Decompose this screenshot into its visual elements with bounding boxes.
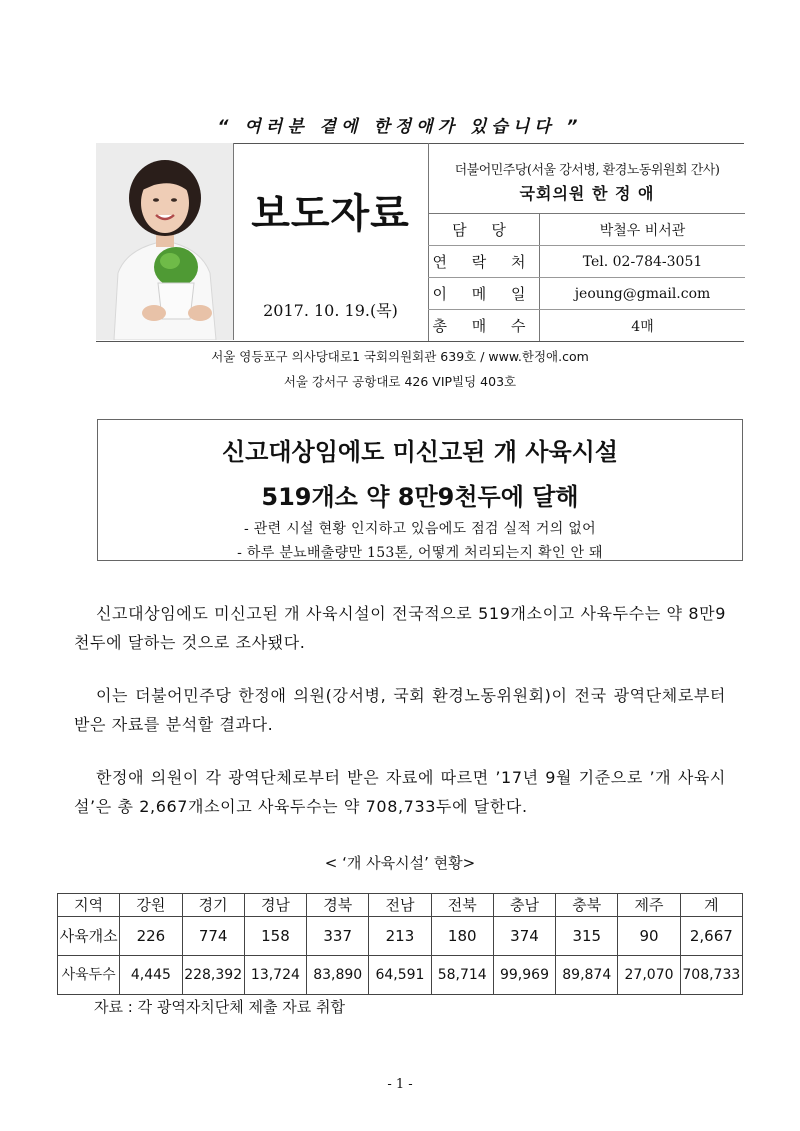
release-date: 2017. 10. 19.(목)	[263, 300, 398, 320]
header-cell: 경기	[182, 894, 244, 917]
table-row	[58, 917, 743, 956]
header-cell: 충북	[556, 894, 618, 917]
contact-value: Tel. 02-784-3051	[540, 246, 746, 278]
contact-value: 4매	[540, 310, 746, 342]
table-cell: 90	[618, 917, 680, 956]
table-title: < ‘개 사육시설’ 현황>	[324, 854, 476, 872]
member-affiliation	[428, 143, 745, 214]
member-photo	[96, 143, 234, 340]
table-cell: 228,392	[182, 956, 244, 995]
address-line-1: 서울 영등포구 의사당대로1 국회의원회관 639호 / www.한정애.com	[211, 349, 589, 364]
table-cell: 89,874	[556, 956, 618, 995]
contact-key: 이 메 일	[429, 278, 540, 310]
table-header-row	[58, 894, 743, 917]
header-cell: 전북	[431, 894, 493, 917]
email-value[interactable]: jeoung@gmail.com	[540, 278, 746, 310]
header-cell: 충남	[493, 894, 555, 917]
table-cell: 99,969	[493, 956, 555, 995]
body-paragraph-1: 신고대상임에도 미신고된 개 사육시설이 전국적으로 519개소이고 사육두수는 약 8만9천두에 달하는 것으로 조사됐다.	[74, 604, 726, 652]
header-cell: 제주	[618, 894, 680, 917]
table-cell: 213	[369, 917, 431, 956]
headline-line-1: 신고대상임에도 미신고된 개 사육시설	[221, 438, 618, 466]
member-portrait-image	[96, 143, 233, 340]
contact-value: 박철우 비서관	[540, 214, 746, 246]
headline-line-2: 519개소 약 8만9천두에 달해	[261, 483, 579, 511]
contact-row	[429, 246, 746, 278]
subheadline-1: - 관련 시설 현황 인지하고 있음에도 점검 실적 거의 없어	[244, 521, 596, 537]
header-cell: 지역	[58, 894, 120, 917]
table-cell: 226	[120, 917, 182, 956]
body-paragraph-2: 이는 더불어민주당 한정애 의원(강서병, 국회 환경노동위원회)이 전국 광역단체로부터 받은 자료를 분석할 결과다.	[74, 686, 726, 734]
member-name: 국회의원 한 정 애	[519, 184, 655, 203]
table-cell: 13,724	[244, 956, 306, 995]
row-label: 사육두수	[58, 956, 120, 995]
table-cell: 27,070	[618, 956, 680, 995]
contact-row	[429, 278, 746, 310]
table-cell: 2,667	[680, 917, 742, 956]
party-line: 더불어민주당(서울 강서병, 환경노동위원회 간사)	[454, 163, 720, 178]
page-number: - 1 -	[387, 1077, 413, 1092]
contact-key: 담 당	[429, 214, 540, 246]
slogan: “ 여러분 곁에 한정애가 있습니다 ”	[217, 117, 583, 137]
table-cell: 708,733	[680, 956, 742, 995]
table-cell: 158	[244, 917, 306, 956]
table-cell: 58,714	[431, 956, 493, 995]
subheadline-2: - 하루 분뇨배출량만 153톤, 어떻게 처리되는지 확인 안 돼	[237, 545, 603, 561]
header-cell: 경남	[244, 894, 306, 917]
table-cell: 64,591	[369, 956, 431, 995]
dog-facility-table	[57, 893, 743, 995]
header-cell: 계	[680, 894, 742, 917]
row-label: 사육개소	[58, 917, 120, 956]
table-row	[58, 956, 743, 995]
headline-box	[97, 419, 743, 561]
table-cell: 4,445	[120, 956, 182, 995]
contact-info-table	[428, 214, 745, 341]
contact-row	[429, 214, 746, 246]
table-cell: 374	[493, 917, 555, 956]
contact-key: 총 매 수	[429, 310, 540, 342]
document-type-title: 보도자료	[251, 190, 410, 237]
address-line-2: 서울 강서구 공항대로 426 VIP빌딩 403호	[283, 374, 517, 389]
table-cell: 774	[182, 917, 244, 956]
table-source-note: 자료 : 각 광역자치단체 제출 자료 취합	[94, 998, 346, 1016]
header-cell: 전남	[369, 894, 431, 917]
table-cell: 180	[431, 917, 493, 956]
table-cell: 315	[556, 917, 618, 956]
header-cell: 경북	[307, 894, 369, 917]
body-paragraph-3: 한정애 의원이 각 광역단체로부터 받은 자료에 따르면 ’17년 9월 기준으로 ’개 사육시설’은 총 2,667개소이고 사육두수는 약 708,733두에 달한다.	[74, 768, 726, 816]
header-cell: 강원	[120, 894, 182, 917]
contact-row	[429, 310, 746, 342]
contact-key: 연 락 처	[429, 246, 540, 278]
table-cell: 337	[307, 917, 369, 956]
table-cell: 83,890	[307, 956, 369, 995]
